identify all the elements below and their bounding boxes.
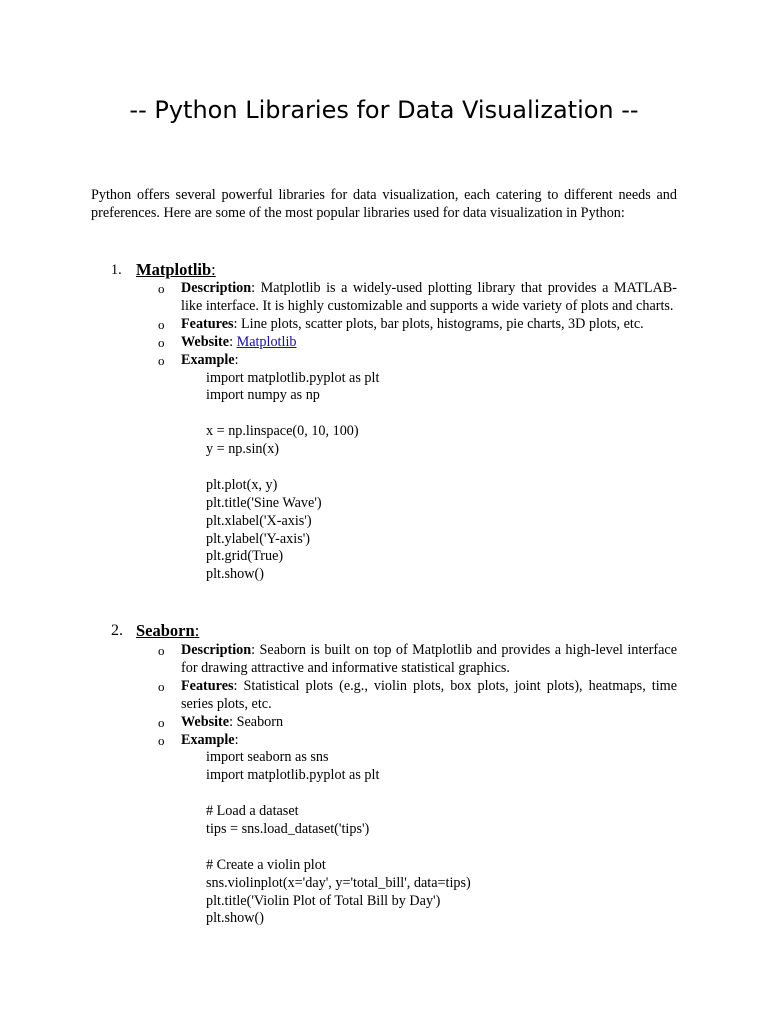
bullet-marker: o — [158, 352, 165, 368]
description-text: : Matplotlib is a widely-used plotting library that provides a MATLAB-like interface. It is highly customizable and supports a wide variety of plots and charts. — [181, 280, 677, 314]
list-item-website — [0, 334, 677, 352]
bullet-marker: o — [158, 643, 165, 658]
bullet-list — [0, 642, 768, 928]
code-line: x = np.linspace(0, 10, 100) — [206, 423, 359, 440]
code-line: plt.xlabel('X-axis') — [206, 512, 312, 529]
matplotlib-link[interactable]: Matplotlib — [236, 333, 297, 350]
bullet-marker: o — [158, 678, 165, 694]
section-heading-text: Seaborn — [136, 621, 195, 640]
label-website: Website — [181, 713, 230, 730]
code-line — [206, 459, 768, 477]
list-item-features — [0, 678, 677, 714]
code-line: plt.show() — [206, 566, 264, 583]
code-line: import numpy as np — [206, 387, 320, 404]
list-item-features — [0, 316, 677, 334]
bullet-marker: o — [158, 334, 165, 350]
document-title: -- Python Libraries for Data Visualization -- — [129, 96, 639, 124]
bullet-marker: o — [158, 281, 165, 296]
code-block — [0, 370, 768, 585]
list-item-description — [0, 280, 677, 316]
code-line: import seaborn as sns — [206, 749, 329, 766]
label-features: Features — [181, 315, 234, 332]
bullet-list — [0, 280, 768, 584]
code-line — [206, 405, 768, 423]
code-line: plt.plot(x, y) — [206, 476, 278, 493]
code-line: # Create a violin plot — [206, 856, 326, 873]
code-line: plt.grid(True) — [206, 548, 284, 565]
example-separator: : — [234, 351, 239, 368]
features-text: : Line plots, scatter plots, bar plots, histograms, pie charts, 3D plots, etc. — [233, 315, 644, 332]
bullet-marker: o — [158, 316, 165, 332]
description-text: : Seaborn is built on top of Matplotlib and provides a high-level interface for drawing attractive and informative statistical graphics. — [181, 642, 677, 676]
code-line — [206, 785, 768, 803]
code-line: plt.title('Sine Wave') — [206, 494, 322, 511]
bullet-marker: o — [158, 714, 165, 730]
code-line: plt.show() — [206, 910, 264, 927]
section-heading — [136, 621, 199, 641]
section-heading-colon: : — [194, 621, 200, 640]
code-line: import matplotlib.pyplot as plt — [206, 767, 380, 784]
list-item-description — [0, 642, 677, 678]
label-description: Description — [181, 642, 252, 658]
website-separator: : — [229, 333, 237, 350]
label-example: Example — [181, 731, 235, 748]
list-item-example — [0, 352, 677, 370]
code-line: y = np.sin(x) — [206, 441, 280, 458]
label-example: Example — [181, 351, 235, 368]
code-line: plt.title('Violin Plot of Total Bill by Day') — [206, 892, 441, 909]
code-line: # Load a dataset — [206, 803, 299, 820]
features-text: : Statistical plots (e.g., violin plots, box plots, joint plots), heatmaps, time series plots, etc. — [181, 677, 677, 712]
list-item-website — [0, 714, 677, 732]
section-heading-text: Matplotlib — [136, 260, 212, 279]
section-number: 1. — [111, 262, 122, 278]
code-line: import matplotlib.pyplot as plt — [206, 369, 380, 386]
website-text: Seaborn — [236, 713, 284, 730]
code-line — [206, 839, 768, 857]
code-line: tips = sns.load_dataset('tips') — [206, 821, 370, 837]
label-website: Website — [181, 333, 230, 350]
label-features: Features — [181, 677, 234, 694]
example-separator: : — [234, 731, 239, 748]
bullet-marker: o — [158, 732, 165, 748]
code-line: sns.violinplot(x='day', y='total_bill', data=tips) — [206, 874, 471, 891]
code-block — [0, 749, 768, 928]
code-line: plt.ylabel('Y-axis') — [206, 530, 311, 547]
website-separator: : — [229, 713, 237, 730]
label-description: Description — [181, 280, 252, 296]
section-number: 2. — [111, 622, 123, 639]
list-item-example — [0, 732, 677, 750]
section-heading-colon: : — [211, 260, 216, 279]
intro-paragraph: Python offers several powerful libraries for data visualization, each catering to different needs and preferences. Here are some of the most popular libraries used for data visualization in Python: — [91, 187, 677, 221]
section-heading — [136, 260, 216, 280]
